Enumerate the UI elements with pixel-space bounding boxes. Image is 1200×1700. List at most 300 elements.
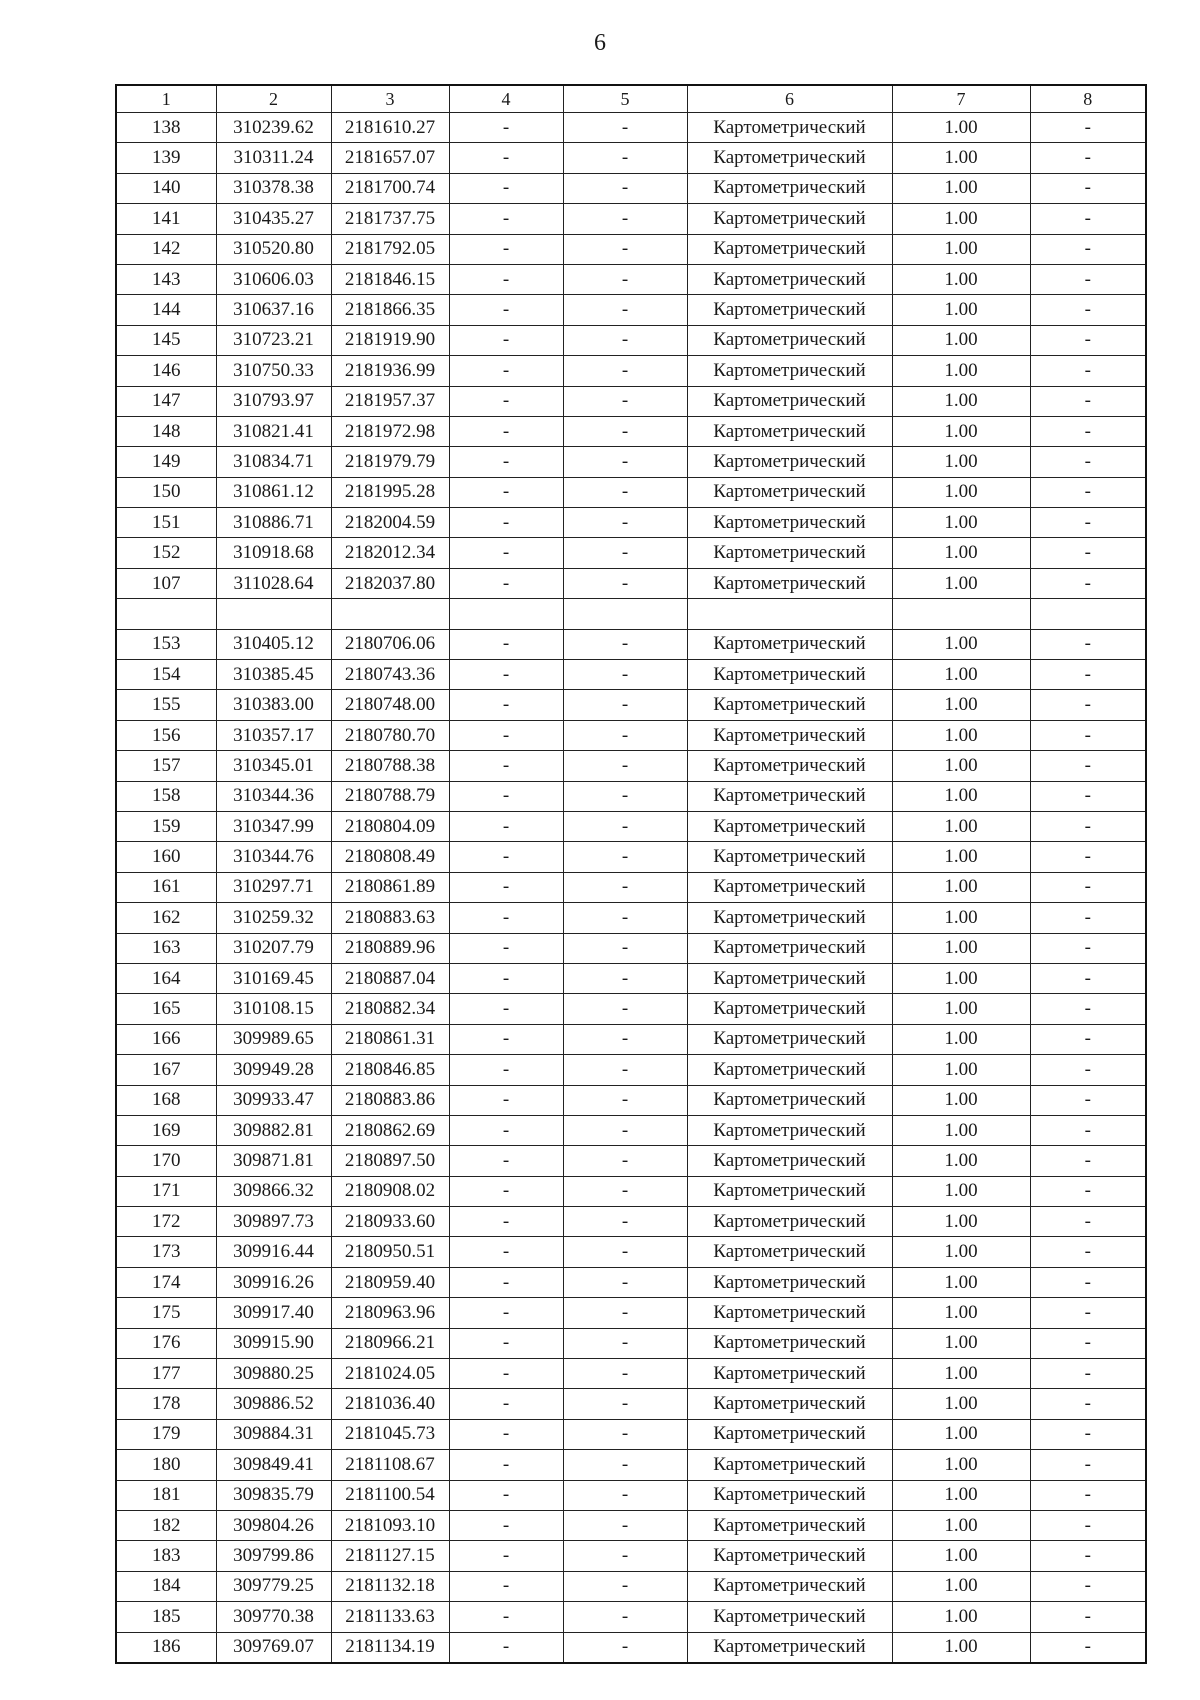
table-cell: - <box>563 1359 687 1389</box>
table-cell: - <box>449 1115 563 1145</box>
table-cell: - <box>563 994 687 1024</box>
table-cell: - <box>449 1632 563 1663</box>
table-row <box>116 325 1146 355</box>
table-cell: - <box>563 903 687 933</box>
table-cell: 310723.21 <box>216 325 331 355</box>
table-cell: 2180883.86 <box>331 1085 449 1115</box>
table-cell: 2181093.10 <box>331 1510 449 1540</box>
table-cell: - <box>563 143 687 173</box>
table-cell: Картометрический <box>687 568 892 598</box>
table-cell: 2181866.35 <box>331 295 449 325</box>
table-header-row <box>116 85 1146 113</box>
table-cell: 2180780.70 <box>331 720 449 750</box>
table-cell: - <box>1030 1602 1146 1632</box>
table-cell: - <box>563 751 687 781</box>
table-cell: - <box>1030 1267 1146 1297</box>
table-cell: 2180804.09 <box>331 811 449 841</box>
table-cell: - <box>563 629 687 659</box>
table-row <box>116 295 1146 325</box>
table-cell: 162 <box>116 903 216 933</box>
table-cell: 2181972.98 <box>331 416 449 446</box>
table-cell: - <box>449 538 563 568</box>
table-cell: 1.00 <box>892 416 1030 446</box>
table-cell: - <box>563 1419 687 1449</box>
table-cell: 309770.38 <box>216 1602 331 1632</box>
table-cell: - <box>449 660 563 690</box>
table-row <box>116 842 1146 872</box>
table-cell: - <box>449 751 563 781</box>
table-cell: 155 <box>116 690 216 720</box>
table-cell: - <box>563 1632 687 1663</box>
table-cell: Картометрический <box>687 416 892 446</box>
table-cell: 170 <box>116 1146 216 1176</box>
table-cell: 2180788.38 <box>331 751 449 781</box>
table-cell: - <box>563 386 687 416</box>
table-row <box>116 447 1146 477</box>
table-cell: - <box>563 1298 687 1328</box>
table-cell: 1.00 <box>892 477 1030 507</box>
table-cell: - <box>1030 1632 1146 1663</box>
table-cell: 309884.31 <box>216 1419 331 1449</box>
table-cell: - <box>563 1146 687 1176</box>
table-cell: - <box>1030 173 1146 203</box>
table-cell: - <box>563 1389 687 1419</box>
table-cell: Картометрический <box>687 781 892 811</box>
table-cell: 2180883.63 <box>331 903 449 933</box>
table-cell: 1.00 <box>892 933 1030 963</box>
table-cell: 146 <box>116 356 216 386</box>
table-cell: 1.00 <box>892 811 1030 841</box>
column-header: 8 <box>1030 85 1146 113</box>
table-cell: 2180861.89 <box>331 872 449 902</box>
table-cell: 2181979.79 <box>331 447 449 477</box>
table-cell: - <box>449 204 563 234</box>
table-cell: 310345.01 <box>216 751 331 781</box>
table-cell: 107 <box>116 568 216 598</box>
table-cell: - <box>1030 325 1146 355</box>
table-cell: - <box>1030 811 1146 841</box>
table-cell: Картометрический <box>687 1055 892 1085</box>
table-cell: - <box>449 143 563 173</box>
table-cell: 2180889.96 <box>331 933 449 963</box>
table-cell: 147 <box>116 386 216 416</box>
table-cell: 310311.24 <box>216 143 331 173</box>
table-cell <box>687 599 892 629</box>
table-cell: 2181919.90 <box>331 325 449 355</box>
table-cell: 1.00 <box>892 1450 1030 1480</box>
table-cell: 310886.71 <box>216 508 331 538</box>
table-row <box>116 1480 1146 1510</box>
table-body <box>116 113 1146 1663</box>
table-cell <box>116 599 216 629</box>
table-cell: 1.00 <box>892 447 1030 477</box>
table-cell: 185 <box>116 1602 216 1632</box>
table-row <box>116 994 1146 1024</box>
table-cell: Картометрический <box>687 295 892 325</box>
table-cell: - <box>1030 660 1146 690</box>
table-cell: - <box>563 842 687 872</box>
table-row <box>116 416 1146 446</box>
table-cell: 1.00 <box>892 1480 1030 1510</box>
table-row <box>116 751 1146 781</box>
table-cell: - <box>449 1298 563 1328</box>
table-cell: - <box>449 568 563 598</box>
table-cell: - <box>449 1024 563 1054</box>
table-cell: 1.00 <box>892 295 1030 325</box>
table-cell: 177 <box>116 1359 216 1389</box>
table-cell: 1.00 <box>892 660 1030 690</box>
table-cell: 139 <box>116 143 216 173</box>
table-cell: - <box>449 1480 563 1510</box>
table-row <box>116 933 1146 963</box>
table-cell: Картометрический <box>687 325 892 355</box>
table-cell: 2182012.34 <box>331 538 449 568</box>
table-cell: 179 <box>116 1419 216 1449</box>
table-cell: - <box>449 1602 563 1632</box>
table-cell: 310520.80 <box>216 234 331 264</box>
table-cell: - <box>1030 1359 1146 1389</box>
table-cell: 173 <box>116 1237 216 1267</box>
table-cell: 176 <box>116 1328 216 1358</box>
table-cell: - <box>449 903 563 933</box>
table-cell: - <box>1030 538 1146 568</box>
table-row <box>116 1571 1146 1601</box>
table-cell: - <box>1030 1207 1146 1237</box>
table-row <box>116 1602 1146 1632</box>
table-cell: Картометрический <box>687 204 892 234</box>
table-cell: 310821.41 <box>216 416 331 446</box>
table-cell: - <box>563 1024 687 1054</box>
table-cell: - <box>563 356 687 386</box>
column-header: 5 <box>563 85 687 113</box>
table-cell: - <box>1030 204 1146 234</box>
table-cell: 169 <box>116 1115 216 1145</box>
table-row <box>116 1176 1146 1206</box>
table-cell: 1.00 <box>892 1298 1030 1328</box>
table-cell: 156 <box>116 720 216 750</box>
table-row <box>116 1237 1146 1267</box>
table-cell: 1.00 <box>892 720 1030 750</box>
table-cell: 186 <box>116 1632 216 1663</box>
table-cell: 1.00 <box>892 508 1030 538</box>
table-row <box>116 1024 1146 1054</box>
table-cell: - <box>449 1146 563 1176</box>
table-cell: Картометрический <box>687 1207 892 1237</box>
table-cell: - <box>563 1541 687 1571</box>
table-cell: 183 <box>116 1541 216 1571</box>
column-header: 2 <box>216 85 331 113</box>
page-number: 6 <box>594 30 606 56</box>
table-cell: - <box>563 781 687 811</box>
table-cell <box>1030 599 1146 629</box>
table-cell: - <box>449 1055 563 1085</box>
table-cell: 310834.71 <box>216 447 331 477</box>
table-cell: 2180706.06 <box>331 629 449 659</box>
table-cell: - <box>563 1176 687 1206</box>
table-cell: - <box>449 113 563 143</box>
table-cell: 1.00 <box>892 325 1030 355</box>
table-cell: 2181610.27 <box>331 113 449 143</box>
table-cell: 310344.36 <box>216 781 331 811</box>
table-cell: - <box>563 234 687 264</box>
table-cell: Картометрический <box>687 1632 892 1663</box>
table-cell: 152 <box>116 538 216 568</box>
table-cell <box>449 599 563 629</box>
table-cell: - <box>563 872 687 902</box>
table-cell: 1.00 <box>892 1419 1030 1449</box>
table-cell: - <box>563 538 687 568</box>
table-cell: 174 <box>116 1267 216 1297</box>
table-cell: 309916.26 <box>216 1267 331 1297</box>
table-cell: 2181657.07 <box>331 143 449 173</box>
table-cell: 180 <box>116 1450 216 1480</box>
table-cell: 309949.28 <box>216 1055 331 1085</box>
table-row <box>116 538 1146 568</box>
table-cell: 309882.81 <box>216 1115 331 1145</box>
table-row <box>116 1085 1146 1115</box>
table-cell: - <box>563 690 687 720</box>
table-row <box>116 1055 1146 1085</box>
table-cell: 161 <box>116 872 216 902</box>
table-cell: 2180897.50 <box>331 1146 449 1176</box>
table-cell: - <box>449 933 563 963</box>
table-cell: Картометрический <box>687 1450 892 1480</box>
table-row <box>116 903 1146 933</box>
table-row <box>116 1267 1146 1297</box>
table-cell: 1.00 <box>892 1328 1030 1358</box>
table-cell <box>216 599 331 629</box>
table-cell: 311028.64 <box>216 568 331 598</box>
table-cell: Картометрический <box>687 538 892 568</box>
table-cell: - <box>563 720 687 750</box>
table-cell: 309871.81 <box>216 1146 331 1176</box>
table-cell: - <box>563 1207 687 1237</box>
table-cell: Картометрический <box>687 720 892 750</box>
table-cell: - <box>449 690 563 720</box>
table-cell: 2180933.60 <box>331 1207 449 1237</box>
table-cell: 309799.86 <box>216 1541 331 1571</box>
table-cell: 184 <box>116 1571 216 1601</box>
table-cell: Картометрический <box>687 447 892 477</box>
table-row <box>116 508 1146 538</box>
table-cell: 149 <box>116 447 216 477</box>
table-cell: 1.00 <box>892 1237 1030 1267</box>
table-cell: 310169.45 <box>216 963 331 993</box>
table-row <box>116 204 1146 234</box>
table-cell: 310357.17 <box>216 720 331 750</box>
table-cell: 310259.32 <box>216 903 331 933</box>
table-cell: Картометрический <box>687 508 892 538</box>
table-row <box>116 1541 1146 1571</box>
table-cell: 2180966.21 <box>331 1328 449 1358</box>
table-cell: - <box>1030 1419 1146 1449</box>
table-cell: - <box>1030 1176 1146 1206</box>
table-cell: - <box>1030 295 1146 325</box>
table-cell: Картометрический <box>687 842 892 872</box>
table-cell: 178 <box>116 1389 216 1419</box>
table-row <box>116 1115 1146 1145</box>
table-cell: Картометрический <box>687 234 892 264</box>
column-header: 6 <box>687 85 892 113</box>
table-cell: 2181995.28 <box>331 477 449 507</box>
table-cell: 1.00 <box>892 538 1030 568</box>
table-cell: 145 <box>116 325 216 355</box>
coordinates-table <box>115 84 1147 1664</box>
table-cell: Картометрический <box>687 1146 892 1176</box>
table-cell: - <box>563 1480 687 1510</box>
table-cell: - <box>1030 568 1146 598</box>
table-cell: 310297.71 <box>216 872 331 902</box>
table-cell: - <box>563 416 687 446</box>
table-cell: - <box>449 1571 563 1601</box>
table-cell: 175 <box>116 1298 216 1328</box>
table-cell: 310108.15 <box>216 994 331 1024</box>
table-cell: - <box>449 1328 563 1358</box>
table-cell: 1.00 <box>892 356 1030 386</box>
table-cell: - <box>1030 872 1146 902</box>
table-cell: 1.00 <box>892 963 1030 993</box>
table-cell: - <box>449 1510 563 1540</box>
table-cell: - <box>1030 781 1146 811</box>
table-cell: 1.00 <box>892 781 1030 811</box>
table-row <box>116 872 1146 902</box>
table-cell: - <box>563 1115 687 1145</box>
table-cell: - <box>449 1267 563 1297</box>
table-cell: 309933.47 <box>216 1085 331 1115</box>
table-cell: - <box>1030 933 1146 963</box>
table-cell: 1.00 <box>892 173 1030 203</box>
table-cell: Картометрический <box>687 1328 892 1358</box>
table-cell <box>892 599 1030 629</box>
table-cell: 310861.12 <box>216 477 331 507</box>
table-cell: - <box>449 1237 563 1267</box>
table-cell: 1.00 <box>892 690 1030 720</box>
table-cell: - <box>1030 1389 1146 1419</box>
table-row <box>116 629 1146 659</box>
table-cell: 1.00 <box>892 204 1030 234</box>
table-cell: - <box>1030 994 1146 1024</box>
table-cell: 163 <box>116 933 216 963</box>
table-cell: 1.00 <box>892 113 1030 143</box>
table-cell: 2180959.40 <box>331 1267 449 1297</box>
table-cell: 1.00 <box>892 1176 1030 1206</box>
table-row <box>116 143 1146 173</box>
table-cell: Картометрический <box>687 1237 892 1267</box>
table-cell: - <box>1030 1298 1146 1328</box>
table-cell: 1.00 <box>892 903 1030 933</box>
table-cell: - <box>449 963 563 993</box>
table-row <box>116 720 1146 750</box>
table-cell: Картометрический <box>687 1267 892 1297</box>
column-header: 3 <box>331 85 449 113</box>
table-cell: 310405.12 <box>216 629 331 659</box>
table-cell: Картометрический <box>687 356 892 386</box>
table-cell: - <box>1030 1510 1146 1540</box>
table-cell: 310239.62 <box>216 113 331 143</box>
table-cell: - <box>449 811 563 841</box>
table-cell: 151 <box>116 508 216 538</box>
table-cell: - <box>1030 690 1146 720</box>
table-cell: - <box>449 1359 563 1389</box>
table-cell: - <box>449 386 563 416</box>
table-row <box>116 1450 1146 1480</box>
table-cell: Картометрический <box>687 1085 892 1115</box>
table-cell: 2181127.15 <box>331 1541 449 1571</box>
table-cell: 154 <box>116 660 216 690</box>
table-cell: 309769.07 <box>216 1632 331 1663</box>
table-cell: Картометрический <box>687 751 892 781</box>
table-cell: 1.00 <box>892 1541 1030 1571</box>
column-header: 4 <box>449 85 563 113</box>
table-cell: - <box>449 842 563 872</box>
table-row <box>116 690 1146 720</box>
table-cell: - <box>1030 1115 1146 1145</box>
table-cell: 310385.45 <box>216 660 331 690</box>
table-cell: 309917.40 <box>216 1298 331 1328</box>
table-cell: - <box>1030 113 1146 143</box>
table-cell: 165 <box>116 994 216 1024</box>
table-cell: 167 <box>116 1055 216 1085</box>
table-cell: - <box>1030 1480 1146 1510</box>
table-cell: Картометрический <box>687 264 892 294</box>
table-cell: 1.00 <box>892 1146 1030 1176</box>
table-row <box>116 963 1146 993</box>
table-row <box>116 356 1146 386</box>
table-cell: 2180788.79 <box>331 781 449 811</box>
table-cell: 148 <box>116 416 216 446</box>
table-cell: Картометрический <box>687 1024 892 1054</box>
table-cell: 1.00 <box>892 1632 1030 1663</box>
table-cell: 310207.79 <box>216 933 331 963</box>
table-cell: 309835.79 <box>216 1480 331 1510</box>
table-cell: 182 <box>116 1510 216 1540</box>
table-row <box>116 1510 1146 1540</box>
column-header: 1 <box>116 85 216 113</box>
table-row <box>116 386 1146 416</box>
table-cell: - <box>1030 1085 1146 1115</box>
table-cell: 309849.41 <box>216 1450 331 1480</box>
table-cell: 2180846.85 <box>331 1055 449 1085</box>
table-row <box>116 1328 1146 1358</box>
table-cell: 1.00 <box>892 264 1030 294</box>
table-cell: - <box>449 1450 563 1480</box>
table-cell: 1.00 <box>892 143 1030 173</box>
table-cell: 2181134.19 <box>331 1632 449 1663</box>
table-cell: - <box>1030 386 1146 416</box>
table-cell: - <box>563 1237 687 1267</box>
table-cell: 171 <box>116 1176 216 1206</box>
table-cell: - <box>449 234 563 264</box>
table-cell: 1.00 <box>892 994 1030 1024</box>
table-cell: Картометрический <box>687 1510 892 1540</box>
table-cell: 2180950.51 <box>331 1237 449 1267</box>
table-cell <box>331 599 449 629</box>
table-cell: Картометрический <box>687 1389 892 1419</box>
table-cell: - <box>449 720 563 750</box>
table-cell: - <box>563 113 687 143</box>
table-cell: 310793.97 <box>216 386 331 416</box>
table-cell: - <box>449 781 563 811</box>
table-cell: 2180963.96 <box>331 1298 449 1328</box>
table-cell: - <box>449 1419 563 1449</box>
column-header: 7 <box>892 85 1030 113</box>
table-row <box>116 1146 1146 1176</box>
table-cell: 310637.16 <box>216 295 331 325</box>
table-cell: 1.00 <box>892 234 1030 264</box>
table-cell: 140 <box>116 173 216 203</box>
table-cell: - <box>563 1267 687 1297</box>
table-cell: 309897.73 <box>216 1207 331 1237</box>
